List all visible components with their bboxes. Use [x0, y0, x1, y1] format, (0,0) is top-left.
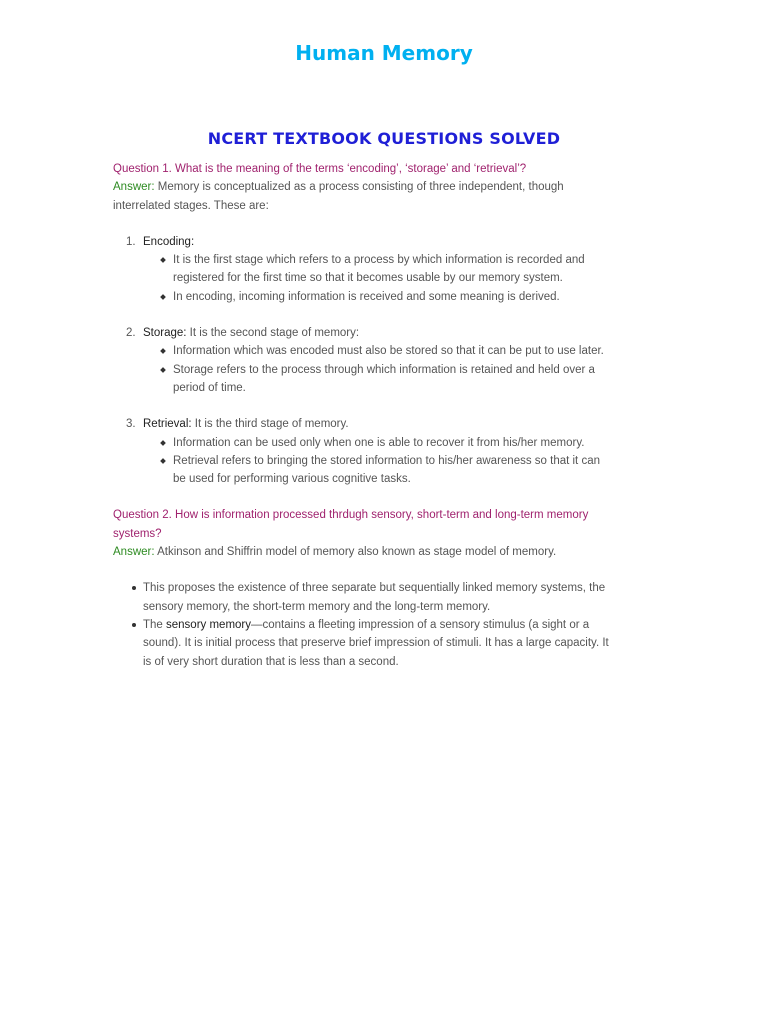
list-item: Retrieval refers to bringing the stored information to his/her awareness so that it can be used for performing various cognitive tasks.	[143, 452, 613, 489]
list-item: In encoding, incoming information is received and some meaning is derived.	[143, 288, 613, 306]
sensory-memory-term: sensory memory	[166, 618, 252, 631]
answer-label: Answer:	[113, 181, 155, 194]
content	[113, 160, 613, 671]
stage-bullets	[143, 434, 613, 489]
stage-item-encoding	[113, 233, 613, 306]
document-title: Human Memory	[295, 41, 473, 65]
question-2: Question 2. How is information processed thrdugh sensory, short-term and long-term memory systems?	[113, 509, 589, 540]
stages-list	[113, 233, 613, 489]
answer-1	[113, 178, 613, 215]
answer-text: Atkinson and Shiffrin model of memory also known as stage model of memory.	[154, 546, 557, 559]
list-number: 2.	[126, 327, 136, 340]
stage-bullets	[143, 342, 613, 397]
bullet-prefix: The	[143, 618, 167, 631]
list-item: It is the first stage which refers to a process by which information is recorded and registered for the first time so that it becomes usable by our memory system.	[143, 251, 613, 288]
stage-desc: It is the second stage of memory:	[186, 327, 360, 340]
list-item: Information can be used only when one is able to recover it from his/her memory.	[143, 434, 613, 452]
stage-item-storage	[113, 324, 613, 397]
stage-bullets	[143, 251, 613, 306]
list-item: Information which was encoded must also be stored so that it can be put to use later.	[143, 342, 613, 360]
question-1: Question 1. What is the meaning of the terms ‘encoding’, ‘storage’ and ‘retrieval’?	[113, 163, 527, 175]
answer-text: Memory is conceptualized as a process consisting of three independent, though interrelated stages. These are:	[113, 181, 564, 212]
bullet-rest: —contains a fleeting impression of a sensory stimulus (a sight or a sound). It is initial process that preserve brief impression of stimuli. It has a large capacity. It is of very short duration that is less than a second.	[143, 618, 609, 668]
stage-term: Storage:	[143, 327, 187, 340]
list-number: 3.	[126, 418, 136, 431]
model-bullets	[113, 579, 613, 670]
stage-desc: It is the third stage of memory.	[191, 418, 349, 431]
list-number: 1.	[126, 235, 136, 248]
stage-term: Retrieval:	[143, 418, 192, 431]
section-title: NCERT TEXTBOOK QUESTIONS SOLVED	[207, 129, 561, 148]
list-item	[113, 616, 613, 671]
stage-term: Encoding:	[143, 235, 195, 248]
list-item: This proposes the existence of three separate but sequentially linked memory systems, the sensory memory, the short-term memory and the long-term memory.	[113, 579, 613, 616]
answer-label: Answer:	[113, 546, 155, 559]
answer-2	[113, 543, 613, 561]
list-item: Storage refers to the process through which information is retained and held over a period of time.	[143, 361, 613, 398]
stage-item-retrieval	[113, 415, 613, 488]
